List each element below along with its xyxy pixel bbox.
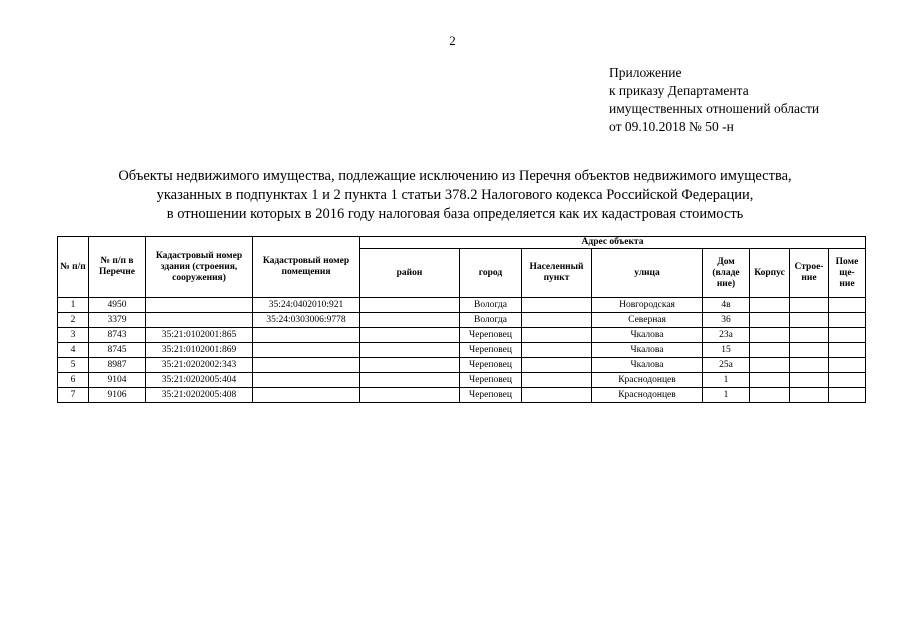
table-row: [58, 388, 866, 403]
cell-stroenie: [790, 358, 829, 373]
cell-street: Краснодонцев: [592, 373, 703, 388]
cell-locality: [522, 358, 592, 373]
cell-num: 7: [58, 388, 89, 403]
cell-pomeshchenie: [829, 328, 866, 343]
cell-pomeshchenie: [829, 358, 866, 373]
cell-building: 35:21:0202005:408: [146, 388, 253, 403]
cell-premises: 35:24:0402010:921: [253, 298, 360, 313]
cell-pomeshchenie: [829, 298, 866, 313]
table-row: [58, 313, 866, 328]
document-title: [40, 167, 870, 224]
cell-building: [146, 313, 253, 328]
cell-district: [360, 358, 460, 373]
cell-stroenie: [790, 298, 829, 313]
cell-list-num: 3379: [89, 313, 146, 328]
header-house: Дом (владе ние): [703, 249, 750, 298]
cell-premises: [253, 328, 360, 343]
cell-street: Северная: [592, 313, 703, 328]
cell-house: 1: [703, 373, 750, 388]
header-korpus: Корпус: [750, 249, 790, 298]
cell-stroenie: [790, 313, 829, 328]
cell-building: 35:21:0202005:404: [146, 373, 253, 388]
cell-district: [360, 388, 460, 403]
header-num: № п/п: [58, 237, 89, 298]
cell-stroenie: [790, 388, 829, 403]
header-address-group: Адрес объекта: [360, 237, 866, 249]
cell-house: 1: [703, 388, 750, 403]
cell-building: 35:21:0102001:869: [146, 343, 253, 358]
table-row: [58, 328, 866, 343]
cell-pomeshchenie: [829, 313, 866, 328]
cell-city: Череповец: [460, 343, 522, 358]
cell-district: [360, 298, 460, 313]
header-stroenie: Строе- ние: [790, 249, 829, 298]
header-locality: Населенный пункт: [522, 249, 592, 298]
cell-city: Вологда: [460, 298, 522, 313]
objects-table: [57, 236, 866, 403]
header-pomeshchenie: Поме ще- ние: [829, 249, 866, 298]
cell-street: Краснодонцев: [592, 388, 703, 403]
appendix-line: имущественных отношений области: [609, 101, 820, 116]
cell-house: 23а: [703, 328, 750, 343]
title-line: в отношении которых в 2016 году налоговая база определяется как их кадастровая стоимость: [166, 206, 744, 222]
cell-locality: [522, 328, 592, 343]
cell-locality: [522, 388, 592, 403]
cell-korpus: [750, 373, 790, 388]
appendix-block: [609, 64, 819, 136]
cell-city: Череповец: [460, 373, 522, 388]
cell-street: Чкалова: [592, 328, 703, 343]
cell-building: 35:21:0102001:865: [146, 328, 253, 343]
header-building-cadastral: Кадастровый номер здания (строения, сооружения): [146, 237, 253, 298]
cell-korpus: [750, 388, 790, 403]
cell-city: Череповец: [460, 358, 522, 373]
cell-locality: [522, 313, 592, 328]
cell-district: [360, 313, 460, 328]
cell-pomeshchenie: [829, 388, 866, 403]
cell-stroenie: [790, 343, 829, 358]
cell-pomeshchenie: [829, 343, 866, 358]
cell-num: 3: [58, 328, 89, 343]
page-number: 2: [449, 33, 456, 48]
cell-num: 4: [58, 343, 89, 358]
cell-street: Чкалова: [592, 343, 703, 358]
cell-num: 6: [58, 373, 89, 388]
cell-locality: [522, 373, 592, 388]
header-street: улица: [592, 249, 703, 298]
cell-korpus: [750, 328, 790, 343]
cell-stroenie: [790, 373, 829, 388]
cell-building: [146, 298, 253, 313]
header-city: город: [460, 249, 522, 298]
cell-list-num: 9106: [89, 388, 146, 403]
cell-street: Новгородская: [592, 298, 703, 313]
table-row: [58, 343, 866, 358]
cell-list-num: 9104: [89, 373, 146, 388]
table-row: [58, 298, 866, 313]
cell-premises: 35:24:0303006:9778: [253, 313, 360, 328]
cell-list-num: 8743: [89, 328, 146, 343]
cell-building: 35:21:0202002:343: [146, 358, 253, 373]
cell-street: Чкалова: [592, 358, 703, 373]
cell-pomeshchenie: [829, 373, 866, 388]
cell-district: [360, 328, 460, 343]
appendix-line: к приказу Департамента: [609, 83, 749, 98]
cell-num: 2: [58, 313, 89, 328]
table-row: [58, 358, 866, 373]
cell-house: 25а: [703, 358, 750, 373]
cell-city: Череповец: [460, 328, 522, 343]
cell-korpus: [750, 358, 790, 373]
cell-stroenie: [790, 328, 829, 343]
cell-list-num: 8987: [89, 358, 146, 373]
cell-district: [360, 343, 460, 358]
cell-locality: [522, 298, 592, 313]
cell-city: Череповец: [460, 388, 522, 403]
cell-num: 5: [58, 358, 89, 373]
cell-list-num: 8745: [89, 343, 146, 358]
cell-locality: [522, 343, 592, 358]
cell-korpus: [750, 313, 790, 328]
cell-premises: [253, 373, 360, 388]
title-line: указанных в подпунктах 1 и 2 пункта 1 статьи 378.2 Налогового кодекса Российской Федерации,: [156, 187, 754, 203]
appendix-line: Приложение: [609, 65, 682, 80]
cell-korpus: [750, 298, 790, 313]
header-premises-cadastral: Кадастровый номер помещения: [253, 237, 360, 298]
cell-korpus: [750, 343, 790, 358]
title-line: Объекты недвижимого имущества, подлежащие исключению из Перечня объектов недвижимого имущества,: [118, 168, 792, 184]
header-list-num: № п/п в Перечне: [89, 237, 146, 298]
cell-district: [360, 373, 460, 388]
appendix-line: от 09.10.2018 № 50 -н: [609, 119, 734, 134]
cell-premises: [253, 343, 360, 358]
cell-premises: [253, 358, 360, 373]
header-district: район: [360, 249, 460, 298]
cell-city: Вологда: [460, 313, 522, 328]
cell-premises: [253, 388, 360, 403]
cell-house: 4в: [703, 298, 750, 313]
cell-house: 36: [703, 313, 750, 328]
cell-list-num: 4950: [89, 298, 146, 313]
cell-house: 15: [703, 343, 750, 358]
cell-num: 1: [58, 298, 89, 313]
table-row: [58, 373, 866, 388]
